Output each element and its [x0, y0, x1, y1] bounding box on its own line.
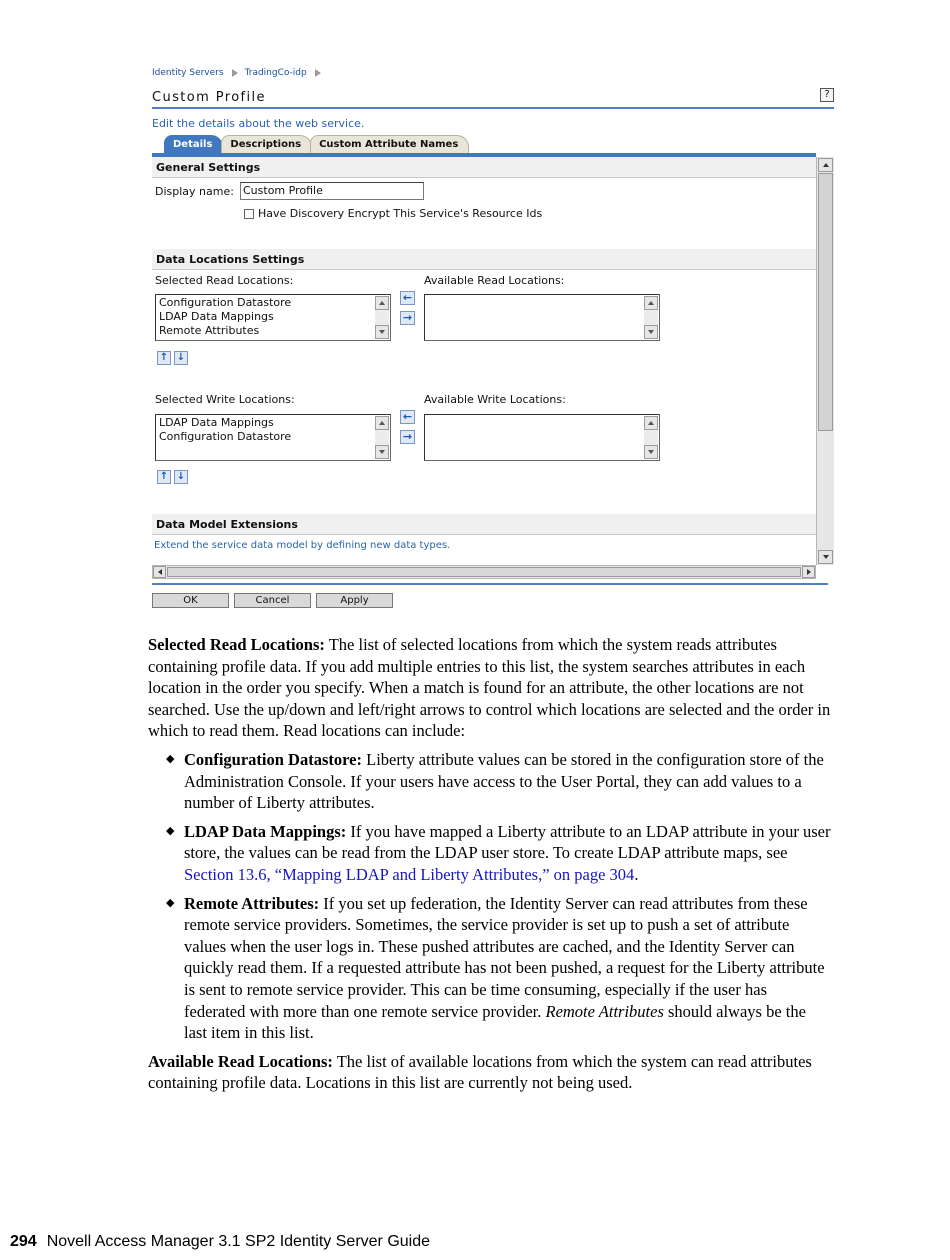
bullet-icon: ◆: [166, 896, 175, 909]
selected-read-listbox[interactable]: [155, 294, 391, 341]
section-general-settings: General Settings: [152, 157, 816, 178]
scroll-up-icon[interactable]: [644, 416, 658, 430]
item-text-end: should always be the last item in this list.: [184, 1001, 806, 1043]
listbox-scrollbar[interactable]: [375, 296, 389, 339]
item-text: If you have mapped a Liberty attribute to an LDAP attribute in your user store, the values can be read from the LDAP user store. To create LDAP attribute maps, see: [184, 821, 831, 863]
term: LDAP Data Mappings:: [184, 821, 347, 841]
move-left-arrow-icon[interactable]: ←: [400, 410, 415, 424]
move-down-arrow-icon[interactable]: ↓: [174, 351, 188, 365]
scroll-up-icon[interactable]: [644, 296, 658, 310]
scroll-down-icon[interactable]: [375, 445, 389, 459]
move-up-arrow-icon[interactable]: ↑: [157, 470, 171, 484]
scroll-left-icon[interactable]: [153, 566, 166, 578]
book-title: Novell Access Manager 3.1 SP2 Identity Server Guide: [46, 1233, 431, 1250]
available-write-listbox[interactable]: [424, 414, 660, 461]
display-name-input[interactable]: Custom Profile: [240, 182, 424, 200]
paragraph-text: The list of available locations from which the system can read attributes containing profile data. Locations in this list are currently not being used.: [148, 1051, 812, 1093]
ui-screenshot: [152, 66, 834, 614]
list-item[interactable]: LDAP Data Mappings: [159, 416, 274, 429]
scroll-down-icon[interactable]: [818, 550, 833, 564]
term: Configuration Datastore:: [184, 749, 362, 769]
tab-details[interactable]: Details: [164, 135, 223, 153]
move-right-arrow-icon[interactable]: →: [400, 311, 415, 325]
tab-descriptions[interactable]: Descriptions: [221, 135, 312, 153]
list-item[interactable]: Configuration Datastore: [159, 296, 292, 309]
bullet-icon: ◆: [166, 752, 175, 765]
listbox-scrollbar[interactable]: [644, 296, 658, 339]
move-left-arrow-icon[interactable]: ←: [400, 291, 415, 305]
section-data-locations: Data Locations Settings: [152, 249, 816, 270]
help-icon[interactable]: ?: [820, 88, 834, 102]
breadcrumb-separator-icon: [315, 69, 321, 77]
list-item: [148, 821, 832, 886]
breadcrumb-item-identity-servers[interactable]: Identity Servers: [152, 68, 224, 78]
available-read-label: Available Read Locations:: [424, 274, 565, 287]
available-read-listbox[interactable]: [424, 294, 660, 341]
encrypt-resource-ids-label: Have Discovery Encrypt This Service's Resource Ids: [258, 207, 543, 220]
page-title: Custom Profile: [152, 90, 266, 105]
list-item[interactable]: Configuration Datastore: [159, 430, 292, 443]
details-panel: [152, 157, 816, 565]
panel-horizontal-scrollbar[interactable]: [152, 565, 816, 579]
term: Available Read Locations:: [148, 1051, 333, 1071]
document-body: [148, 634, 832, 1101]
scroll-up-icon[interactable]: [375, 416, 389, 430]
read-locations-list: [148, 749, 832, 1044]
paragraph-text: The list of selected locations from which the system reads attributes containing profile data. If you add multiple entries to this list, the system searches attributes in each location in the order you specify. When a match is found for an attribute, the other locations are not searched. Use the up/down and left/right arrows to control which locations are selected and the order in which to read them. Read locations can include:: [148, 635, 831, 741]
move-right-arrow-icon[interactable]: →: [400, 430, 415, 444]
action-buttons: [152, 593, 393, 608]
item-text-end: .: [634, 864, 639, 884]
italic-term: Remote Attributes: [545, 1001, 664, 1021]
listbox-scrollbar[interactable]: [375, 416, 389, 459]
page-subtitle: Edit the details about the web service.: [152, 117, 365, 130]
footer-divider: [152, 583, 828, 585]
panel-vertical-scrollbar[interactable]: [816, 157, 834, 565]
scroll-down-icon[interactable]: [644, 325, 658, 339]
scroll-down-icon[interactable]: [644, 445, 658, 459]
scroll-down-icon[interactable]: [375, 325, 389, 339]
selected-write-label: Selected Write Locations:: [155, 393, 295, 406]
available-write-label: Available Write Locations:: [424, 393, 566, 406]
page-number: 294: [10, 1233, 37, 1250]
list-item: [148, 893, 832, 1044]
term: Remote Attributes:: [184, 893, 320, 913]
item-text: If you set up federation, the Identity Server can read attributes from these remote service providers. Sometimes, the service provider is set up to push a set of attribute values when the user logs in. These pushed attributes are cached, and the Identity Server can quickly read them. If a requested attribute has not been pushed, a request for the Liberty attribute is sent to remote service provider. This can be time consuming, especially if the user has federated with more than one remote service provider.: [184, 893, 825, 1021]
ok-button[interactable]: OK: [152, 593, 229, 608]
list-item: [148, 749, 832, 814]
move-down-arrow-icon[interactable]: ↓: [174, 470, 188, 484]
page-footer: [10, 1233, 430, 1251]
section-data-model-extensions: Data Model Extensions: [152, 514, 816, 535]
tab-strip: [164, 133, 467, 153]
encrypt-resource-ids-checkbox[interactable]: [244, 209, 254, 219]
tab-custom-attribute-names[interactable]: Custom Attribute Names: [310, 135, 469, 153]
paragraph-selected-read-locations: [148, 634, 832, 742]
selected-write-listbox[interactable]: [155, 414, 391, 461]
list-item[interactable]: Remote Attributes: [159, 324, 260, 337]
bullet-icon: ◆: [166, 824, 175, 837]
move-up-arrow-icon[interactable]: ↑: [157, 351, 171, 365]
scroll-up-icon[interactable]: [375, 296, 389, 310]
data-model-description: Extend the service data model by defining new data types.: [154, 540, 451, 551]
list-item[interactable]: LDAP Data Mappings: [159, 310, 274, 323]
breadcrumb-item-tradingco[interactable]: TradingCo-idp: [244, 68, 307, 78]
term: Selected Read Locations:: [148, 635, 325, 654]
apply-button[interactable]: Apply: [316, 593, 393, 608]
paragraph-available-read-locations: [148, 1051, 832, 1094]
listbox-scrollbar[interactable]: [644, 416, 658, 459]
scroll-up-icon[interactable]: [818, 158, 833, 172]
breadcrumb: [152, 68, 328, 78]
breadcrumb-separator-icon: [232, 69, 238, 77]
display-name-label: Display name:: [155, 185, 234, 198]
scrollbar-thumb[interactable]: [167, 567, 801, 577]
cross-reference-link[interactable]: Section 13.6, “Mapping LDAP and Liberty Attributes,” on page 304: [184, 864, 635, 884]
item-text: Liberty attribute values can be stored in the configuration store of the Administration Console. If your users have access to the User Portal, they can add values to a number of Liberty attributes.: [184, 749, 824, 813]
selected-read-label: Selected Read Locations:: [155, 274, 294, 287]
title-divider: [152, 107, 834, 109]
scroll-right-icon[interactable]: [802, 566, 815, 578]
cancel-button[interactable]: Cancel: [234, 593, 311, 608]
scrollbar-thumb[interactable]: [818, 173, 833, 431]
